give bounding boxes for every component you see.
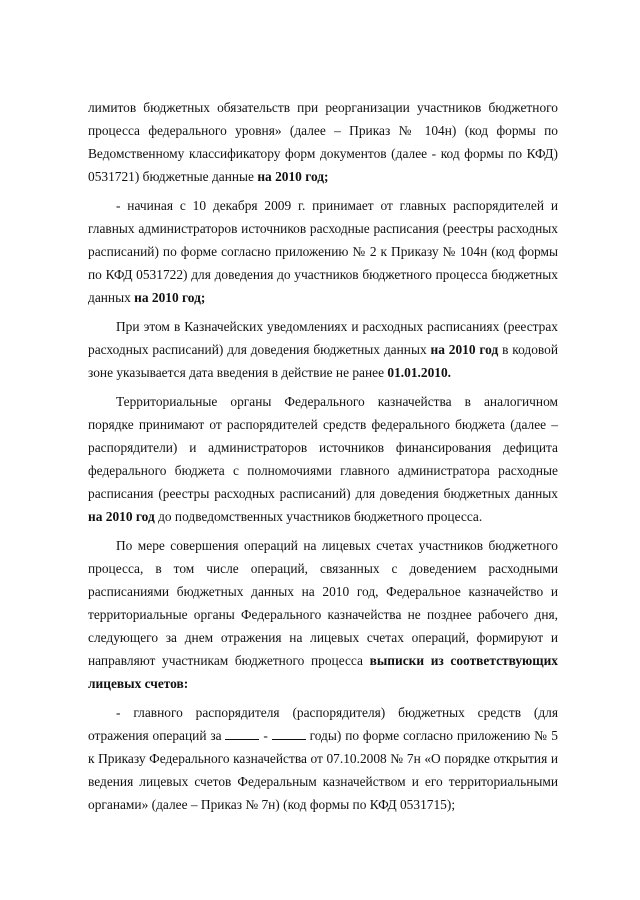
paragraph-4-bold: на 2010 год xyxy=(88,509,155,524)
paragraph-4 xyxy=(88,390,558,528)
paragraph-4-text-b: до подведомственных участников бюджетного процесса. xyxy=(154,509,483,524)
paragraph-2 xyxy=(88,194,558,309)
paragraph-5 xyxy=(88,534,558,695)
paragraph-6-text-b: годы) по форме согласно приложению № 5 к Приказу Федерального казначейства от 07.10.2008 № 7н «О порядке открытия и ведения лицевых счетов Федеральным казначейством и его территориальными органами» (далее – Приказ № 7н) (код формы по КФД 0531715); xyxy=(88,728,559,812)
paragraph-3 xyxy=(88,315,558,384)
paragraph-1 xyxy=(88,96,558,188)
paragraph-2-bold: на 2010 год; xyxy=(134,290,206,305)
paragraph-6-separator: - xyxy=(259,728,272,743)
document-body xyxy=(88,96,558,822)
paragraph-2-text: - начиная с 10 декабря 2009 г. принимает от главных распорядителей и главных администраторов источников расходные расписания (реестры расходных расписаний) по форме согласно приложению № 2 к Приказу № 104н (код формы по КФД 0531722) для доведения до участников бюджетного процесса бюджетных данных xyxy=(88,198,558,305)
paragraph-5-bold: выписки из соответствующих лицевых счетов: xyxy=(88,653,559,691)
paragraph-6 xyxy=(88,701,558,816)
paragraph-3-text-b: в кодовой зоне указывается дата введения в действие не ранее xyxy=(88,342,558,380)
paragraph-3-text-a: При этом в Казначейских уведомлениях и расходных расписаниях (реестрах расходных расписаний) для доведения бюджетных данных xyxy=(88,319,558,357)
blank-field-start-year xyxy=(225,727,259,740)
paragraph-3-bold-b: 01.01.2010. xyxy=(387,365,452,380)
paragraph-6-text-a: - главного распорядителя (распорядителя) бюджетных средств (для отражения операций за xyxy=(88,705,558,743)
paragraph-1-text: лимитов бюджетных обязательств при реорганизации участников бюджетного процесса федерального уровня» (далее – Приказ № 104н) (код формы по Ведомственному классификатору форм документов (далее - код формы по КФД) 0531721) бюджетные данные xyxy=(88,100,558,184)
paragraph-1-bold: на 2010 год; xyxy=(257,169,329,184)
paragraph-5-text: По мере совершения операций на лицевых счетах участников бюджетного процесса, в том числе операций, связанных с доведением расходными расписаниями бюджетных данных на 2010 год, Федеральное казначейство и территориальные органы Федерального казначейства не позднее рабочего дня, следующего за днем отражения на лицевых счетах операций, формируют и направляют участникам бюджетного процесса xyxy=(88,538,558,668)
blank-field-end-year xyxy=(272,727,306,740)
paragraph-4-text-a: Территориальные органы Федерального казначейства в аналогичном порядке принимают от распорядителей средств федерального бюджета (далее – распорядители) и администраторов источников финансирования дефицита федерального бюджета с полномочиями главного администратора расходные расписания (реестры расходных расписаний) для доведения бюджетных данных xyxy=(88,394,558,501)
paragraph-3-bold-a: на 2010 год xyxy=(430,342,499,357)
